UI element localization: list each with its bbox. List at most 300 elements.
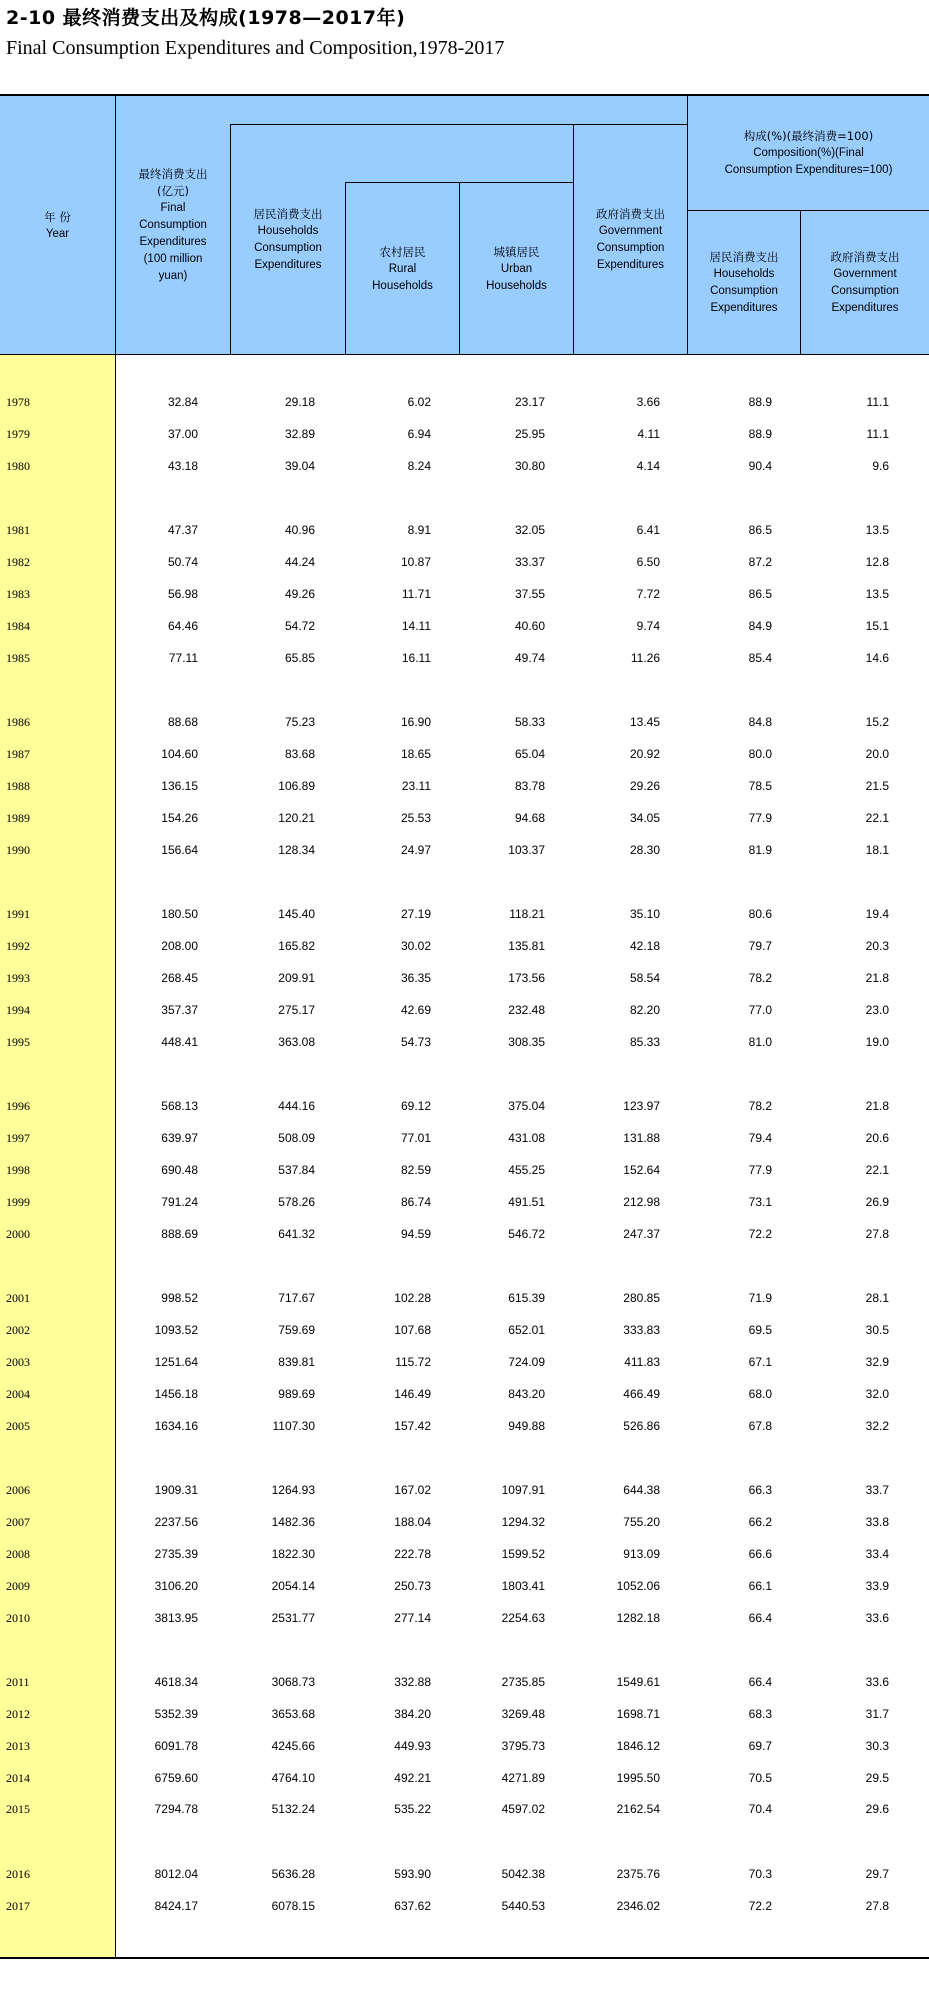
table-row [0, 739, 929, 771]
urban-households-cell: 25.95 [514, 426, 545, 441]
composition-households-cell: 66.3 [748, 1483, 772, 1498]
households-consumption-cell: 120.21 [278, 810, 315, 825]
households-consumption-cell: 209.91 [278, 970, 315, 985]
government-consumption-cell: 6.50 [636, 555, 660, 570]
year-cell: 1996 [6, 1099, 30, 1114]
final-consumption-cell: 1093.52 [154, 1323, 198, 1338]
composition-households-cell: 72.2 [748, 1899, 772, 1914]
government-consumption-cell: 3.66 [636, 395, 660, 409]
year-cell: 2006 [6, 1483, 30, 1498]
table-row [0, 995, 929, 1027]
government-consumption-cell: 280.85 [623, 1291, 660, 1306]
year-cell: 1980 [6, 458, 30, 473]
final-consumption-cell: 6759.60 [154, 1770, 198, 1785]
households-consumption-cell: 40.96 [284, 523, 315, 538]
composition-households-cell: 70.3 [748, 1867, 772, 1882]
rural-households-cell: 8.24 [407, 458, 431, 473]
government-consumption-cell: 58.54 [629, 970, 660, 985]
table-row [0, 451, 929, 483]
table-row [0, 1539, 929, 1571]
urban-households-cell: 4597.02 [501, 1802, 545, 1817]
year-cell: 2000 [6, 1226, 30, 1241]
year-cell: 1987 [6, 747, 30, 762]
composition-households-cell: 73.1 [748, 1194, 772, 1209]
year-cell: 1990 [6, 842, 30, 857]
composition-households-cell: 80.0 [748, 747, 772, 762]
government-consumption-cell: 7.72 [636, 586, 660, 601]
urban-households-cell: 173.56 [508, 970, 545, 985]
urban-households-cell: 546.72 [508, 1226, 545, 1241]
final-consumption-cell: 32.84 [167, 395, 198, 409]
year-cell: 1983 [6, 586, 30, 601]
composition-households-cell: 77.9 [748, 1162, 772, 1177]
composition-households-cell: 78.5 [748, 778, 772, 793]
composition-households-cell: 66.6 [748, 1546, 772, 1561]
households-consumption-cell: 2054.14 [271, 1578, 315, 1593]
composition-households-cell: 77.0 [748, 1002, 772, 1017]
rural-households-cell: 250.73 [394, 1578, 431, 1593]
composition-government-cell: 13.5 [865, 586, 889, 601]
header-final-consumption: 最终消费支出 (亿元) Final Consumption Expenditures (100 million yuan) [138, 167, 208, 282]
households-consumption-cell: 717.67 [278, 1291, 315, 1306]
government-consumption-cell: 466.49 [623, 1386, 660, 1401]
row-group [0, 1826, 929, 1923]
rural-households-cell: 107.68 [394, 1323, 431, 1338]
final-consumption-cell: 180.50 [161, 907, 198, 922]
composition-government-cell: 9.6 [872, 458, 889, 473]
table-row [0, 771, 929, 803]
rural-households-cell: 637.62 [394, 1899, 431, 1914]
composition-government-cell: 27.8 [865, 1226, 889, 1241]
composition-households-cell: 79.7 [748, 939, 772, 954]
government-consumption-cell: 2375.76 [616, 1867, 660, 1882]
government-consumption-cell: 152.64 [623, 1162, 660, 1177]
rural-households-cell: 25.53 [400, 810, 431, 825]
composition-households-cell: 68.3 [748, 1707, 772, 1722]
final-consumption-cell: 888.69 [161, 1226, 198, 1241]
urban-households-cell: 83.78 [514, 778, 545, 793]
table-row [0, 643, 929, 675]
urban-households-cell: 103.37 [508, 842, 545, 857]
composition-households-cell: 86.5 [748, 586, 772, 601]
final-consumption-cell: 7294.78 [154, 1802, 198, 1817]
government-consumption-cell: 9.74 [636, 618, 660, 633]
government-consumption-cell: 4.11 [637, 426, 660, 441]
year-cell: 1993 [6, 970, 30, 985]
households-consumption-cell: 165.82 [278, 939, 315, 954]
table-row [0, 1091, 929, 1123]
year-cell: 1988 [6, 778, 30, 793]
households-consumption-cell: 1107.30 [272, 1418, 315, 1433]
table-row [0, 1763, 929, 1795]
rural-households-cell: 222.78 [394, 1546, 431, 1561]
table-row [0, 803, 929, 835]
urban-households-cell: 1097.91 [501, 1483, 545, 1498]
table-row [0, 1507, 929, 1539]
composition-government-cell: 29.7 [865, 1867, 889, 1882]
rural-households-cell: 14.11 [401, 618, 431, 633]
table-row [0, 579, 929, 611]
header-composition: 构成(%)(最终消费=100) Composition(%)(Final Consumption Expenditures=100) [724, 128, 893, 176]
composition-households-cell: 81.9 [748, 842, 772, 857]
households-consumption-cell: 2531.77 [271, 1610, 315, 1625]
row-group [0, 1058, 929, 1250]
composition-government-cell: 33.8 [865, 1515, 889, 1530]
composition-government-cell: 33.7 [865, 1483, 889, 1498]
table-row [0, 1347, 929, 1379]
composition-government-cell: 31.7 [865, 1707, 889, 1722]
urban-households-cell: 431.08 [508, 1131, 545, 1146]
final-consumption-cell: 50.74 [167, 555, 198, 570]
final-consumption-cell: 56.98 [167, 586, 198, 601]
table-row [0, 1219, 929, 1251]
government-consumption-cell: 20.92 [629, 747, 660, 762]
year-cell: 1994 [6, 1002, 30, 1017]
final-consumption-cell: 8424.17 [154, 1899, 198, 1914]
composition-government-cell: 29.6 [865, 1802, 889, 1817]
households-consumption-cell: 32.89 [284, 426, 315, 441]
composition-government-cell: 21.8 [865, 1099, 889, 1114]
year-cell: 1999 [6, 1194, 30, 1209]
table-row [0, 611, 929, 643]
final-consumption-cell: 2735.39 [154, 1546, 198, 1561]
rural-households-cell: 332.88 [394, 1675, 431, 1690]
final-consumption-cell: 88.68 [167, 715, 198, 730]
composition-government-cell: 14.6 [865, 650, 889, 665]
rural-households-cell: 36.35 [400, 970, 431, 985]
rural-households-cell: 30.02 [400, 939, 431, 954]
year-cell: 2010 [6, 1610, 30, 1625]
table-row [0, 1123, 929, 1155]
urban-households-cell: 843.20 [508, 1386, 545, 1401]
urban-households-cell: 2254.63 [501, 1610, 545, 1625]
rural-households-cell: 157.42 [394, 1418, 431, 1433]
final-consumption-cell: 5352.39 [154, 1707, 198, 1722]
households-consumption-cell: 145.40 [278, 907, 315, 922]
year-cell: 1995 [6, 1034, 30, 1049]
composition-households-cell: 70.5 [748, 1770, 772, 1785]
table-row [0, 1794, 929, 1826]
rural-households-cell: 449.93 [394, 1738, 431, 1753]
composition-households-cell: 68.0 [748, 1386, 772, 1401]
composition-households-cell: 69.7 [748, 1738, 772, 1753]
rural-households-cell: 69.12 [400, 1099, 431, 1114]
government-consumption-cell: 212.98 [623, 1194, 660, 1209]
final-consumption-cell: 43.18 [167, 458, 198, 473]
composition-government-cell: 33.6 [865, 1675, 889, 1690]
government-consumption-cell: 333.83 [623, 1323, 660, 1338]
rural-households-cell: 42.69 [400, 1002, 431, 1017]
urban-households-cell: 652.01 [508, 1323, 545, 1338]
rural-households-cell: 10.87 [400, 555, 431, 570]
composition-government-cell: 15.1 [865, 618, 889, 633]
composition-households-cell: 78.2 [748, 970, 772, 985]
government-consumption-cell: 82.20 [629, 1002, 660, 1017]
rural-households-cell: 146.49 [394, 1386, 431, 1401]
composition-government-cell: 20.0 [865, 747, 889, 762]
header-composition-households: 居民消费支出 Households Consumption Expenditures [709, 250, 779, 314]
government-consumption-cell: 28.30 [629, 842, 660, 857]
rural-households-cell: 167.02 [394, 1483, 431, 1498]
composition-households-cell: 77.9 [748, 810, 772, 825]
composition-households-cell: 67.8 [748, 1418, 772, 1433]
final-consumption-cell: 690.48 [161, 1162, 198, 1177]
composition-households-cell: 66.1 [748, 1578, 772, 1593]
table-body [0, 355, 929, 1923]
urban-households-cell: 2735.85 [501, 1675, 545, 1690]
final-consumption-cell: 357.37 [161, 1002, 198, 1017]
rural-households-cell: 188.04 [394, 1515, 431, 1530]
urban-households-cell: 37.55 [514, 586, 545, 601]
year-cell: 1989 [6, 810, 30, 825]
urban-households-cell: 32.05 [514, 523, 545, 538]
row-group [0, 355, 929, 482]
year-cell: 1985 [6, 650, 30, 665]
households-consumption-cell: 5132.24 [271, 1802, 315, 1817]
government-consumption-cell: 85.33 [629, 1034, 660, 1049]
government-consumption-cell: 526.86 [623, 1418, 660, 1433]
households-consumption-cell: 989.69 [278, 1386, 315, 1401]
composition-households-cell: 88.9 [748, 395, 772, 409]
households-consumption-cell: 44.24 [284, 555, 315, 570]
households-consumption-cell: 4245.66 [271, 1738, 315, 1753]
urban-households-cell: 375.04 [508, 1099, 545, 1114]
rural-households-cell: 535.22 [394, 1802, 431, 1817]
households-consumption-cell: 29.18 [284, 395, 315, 409]
households-consumption-cell: 444.16 [278, 1099, 315, 1114]
composition-government-cell: 15.2 [865, 715, 889, 730]
rural-households-cell: 77.01 [400, 1131, 431, 1146]
table-row [0, 1475, 929, 1507]
table-row [0, 547, 929, 579]
final-consumption-cell: 1456.18 [154, 1386, 198, 1401]
table-row [0, 899, 929, 931]
urban-households-cell: 5440.53 [501, 1899, 545, 1914]
government-consumption-cell: 1282.18 [616, 1610, 660, 1625]
composition-households-cell: 70.4 [748, 1802, 772, 1817]
final-consumption-cell: 1909.31 [154, 1483, 198, 1498]
government-consumption-cell: 2162.54 [616, 1802, 660, 1817]
composition-government-cell: 28.1 [865, 1291, 889, 1306]
year-cell: 2011 [6, 1675, 30, 1690]
final-consumption-cell: 791.24 [161, 1194, 198, 1209]
rural-households-cell: 8.91 [407, 523, 431, 538]
composition-government-cell: 33.6 [865, 1610, 889, 1625]
government-consumption-cell: 11.26 [630, 650, 660, 665]
composition-households-cell: 86.5 [748, 523, 772, 538]
year-cell: 1992 [6, 939, 30, 954]
composition-government-cell: 13.5 [865, 523, 889, 538]
rural-households-cell: 18.65 [400, 747, 431, 762]
table-row [0, 931, 929, 963]
rural-households-cell: 384.20 [394, 1707, 431, 1722]
final-consumption-cell: 3813.95 [154, 1610, 198, 1625]
urban-households-cell: 3269.48 [501, 1707, 545, 1722]
row-group [0, 866, 929, 1058]
households-consumption-cell: 3068.73 [271, 1675, 315, 1690]
header-rural-households: 农村居民 Rural Households [372, 244, 433, 292]
government-consumption-cell: 644.38 [623, 1483, 660, 1498]
composition-government-cell: 20.3 [865, 939, 889, 954]
final-consumption-cell: 47.37 [167, 523, 198, 538]
year-cell: 1982 [6, 555, 30, 570]
final-consumption-cell: 64.46 [167, 618, 198, 633]
urban-households-cell: 1803.41 [501, 1578, 545, 1593]
table-row [0, 1571, 929, 1603]
composition-government-cell: 22.1 [865, 1162, 889, 1177]
table-row [0, 1187, 929, 1219]
year-cell: 2009 [6, 1578, 30, 1593]
urban-households-cell: 30.80 [514, 458, 545, 473]
government-consumption-cell: 29.26 [629, 778, 660, 793]
urban-households-cell: 3795.73 [501, 1738, 545, 1753]
composition-households-cell: 85.4 [748, 650, 772, 665]
composition-government-cell: 12.8 [865, 555, 889, 570]
composition-households-cell: 79.4 [748, 1131, 772, 1146]
row-group [0, 1442, 929, 1634]
government-consumption-cell: 35.10 [629, 907, 660, 922]
composition-households-cell: 66.4 [748, 1675, 772, 1690]
households-consumption-cell: 6078.15 [271, 1899, 315, 1914]
final-consumption-cell: 136.15 [161, 778, 198, 793]
year-cell: 2002 [6, 1323, 30, 1338]
table-row [0, 1859, 929, 1891]
government-consumption-cell: 123.97 [623, 1099, 660, 1114]
row-group [0, 674, 929, 866]
households-consumption-cell: 3653.68 [271, 1707, 315, 1722]
year-cell: 1986 [6, 715, 30, 730]
households-consumption-cell: 641.32 [278, 1226, 315, 1241]
table-row [0, 1667, 929, 1699]
composition-households-cell: 69.5 [748, 1323, 772, 1338]
composition-households-cell: 90.4 [748, 458, 772, 473]
rural-households-cell: 94.59 [400, 1226, 431, 1241]
households-consumption-cell: 508.09 [278, 1131, 315, 1146]
table-row [0, 1027, 929, 1059]
year-cell: 2015 [6, 1802, 30, 1817]
urban-households-cell: 491.51 [508, 1194, 545, 1209]
final-consumption-cell: 77.11 [168, 650, 198, 665]
composition-government-cell: 30.5 [865, 1323, 889, 1338]
urban-households-cell: 40.60 [514, 618, 545, 633]
final-consumption-cell: 568.13 [161, 1099, 198, 1114]
rural-households-cell: 24.97 [400, 842, 431, 857]
final-consumption-cell: 1251.64 [154, 1354, 198, 1369]
year-cell: 1979 [6, 426, 30, 441]
table-row [0, 419, 929, 451]
urban-households-cell: 118.21 [509, 907, 545, 922]
composition-government-cell: 33.4 [865, 1546, 889, 1561]
year-cell: 2016 [6, 1867, 30, 1882]
households-consumption-cell: 759.69 [278, 1323, 315, 1338]
composition-government-cell: 18.1 [865, 842, 889, 857]
rural-households-cell: 492.21 [394, 1770, 431, 1785]
government-consumption-cell: 34.05 [629, 810, 660, 825]
composition-government-cell: 33.9 [865, 1578, 889, 1593]
rural-households-cell: 11.71 [401, 586, 431, 601]
year-cell: 1991 [6, 907, 30, 922]
table-row [0, 1603, 929, 1635]
year-cell: 2013 [6, 1738, 30, 1753]
urban-households-cell: 135.81 [508, 939, 545, 954]
year-cell: 2008 [6, 1546, 30, 1561]
urban-households-cell: 33.37 [514, 555, 545, 570]
table-row [0, 1283, 929, 1315]
government-consumption-cell: 411.83 [624, 1354, 660, 1369]
rural-households-cell: 6.94 [407, 426, 431, 441]
year-cell: 2004 [6, 1386, 30, 1401]
title-chinese: 2-10 最终消费支出及构成(1978—2017年) [6, 7, 406, 29]
final-consumption-cell: 8012.04 [154, 1867, 198, 1882]
final-consumption-cell: 104.60 [161, 747, 198, 762]
header-government-consumption: 政府消费支出 Government Consumption Expenditures [596, 207, 665, 271]
final-consumption-cell: 639.97 [161, 1131, 198, 1146]
households-consumption-cell: 537.84 [278, 1162, 315, 1177]
year-cell: 2001 [6, 1291, 30, 1306]
rural-households-cell: 277.14 [394, 1610, 431, 1625]
table-row [0, 1891, 929, 1923]
urban-households-cell: 308.35 [508, 1034, 545, 1049]
households-consumption-cell: 106.89 [278, 778, 315, 793]
table-row [0, 1379, 929, 1411]
table-row [0, 1315, 929, 1347]
urban-households-cell: 455.25 [508, 1162, 545, 1177]
composition-government-cell: 19.0 [865, 1034, 889, 1049]
urban-households-cell: 58.33 [514, 715, 545, 730]
year-cell: 2007 [6, 1515, 30, 1530]
urban-households-cell: 949.88 [508, 1418, 545, 1433]
year-cell: 1978 [6, 395, 30, 409]
households-consumption-cell: 1482.36 [271, 1515, 315, 1530]
title-english: Final Consumption Expenditures and Composition,1978-2017 [6, 37, 505, 59]
final-consumption-cell: 154.26 [161, 810, 198, 825]
composition-households-cell: 78.2 [748, 1099, 772, 1114]
table-row [0, 515, 929, 547]
urban-households-cell: 724.09 [508, 1354, 545, 1369]
rural-households-cell: 6.02 [407, 395, 431, 409]
rural-households-cell: 82.59 [400, 1162, 431, 1177]
header-urban-households: 城镇居民 Urban Households [486, 244, 547, 292]
urban-households-cell: 65.04 [514, 747, 545, 762]
composition-households-cell: 72.2 [748, 1226, 772, 1241]
header-composition-government: 政府消费支出 Government Consumption Expenditures [830, 250, 900, 314]
urban-households-cell: 1599.52 [501, 1546, 545, 1561]
rural-households-cell: 86.74 [400, 1194, 431, 1209]
composition-households-cell: 66.4 [748, 1610, 772, 1625]
final-consumption-cell: 6091.78 [154, 1738, 198, 1753]
government-consumption-cell: 6.41 [636, 523, 660, 538]
households-consumption-cell: 75.23 [284, 715, 315, 730]
composition-government-cell: 32.2 [865, 1418, 889, 1433]
government-consumption-cell: 42.18 [629, 939, 660, 954]
row-group [0, 1634, 929, 1826]
composition-government-cell: 11.1 [866, 395, 889, 409]
final-consumption-cell: 448.41 [161, 1034, 198, 1049]
urban-households-cell: 1294.32 [501, 1515, 545, 1530]
households-consumption-cell: 839.81 [278, 1354, 315, 1369]
table-row [0, 963, 929, 995]
header-year: 年 份 Year [44, 209, 71, 240]
households-consumption-cell: 54.72 [284, 618, 315, 633]
urban-households-cell: 615.39 [508, 1291, 545, 1306]
households-consumption-cell: 65.85 [284, 650, 315, 665]
year-cell: 2017 [6, 1899, 30, 1914]
composition-households-cell: 88.9 [748, 426, 772, 441]
composition-government-cell: 29.5 [865, 1770, 889, 1785]
rural-households-cell: 115.72 [395, 1354, 431, 1369]
composition-government-cell: 22.1 [865, 810, 889, 825]
composition-households-cell: 84.8 [748, 715, 772, 730]
